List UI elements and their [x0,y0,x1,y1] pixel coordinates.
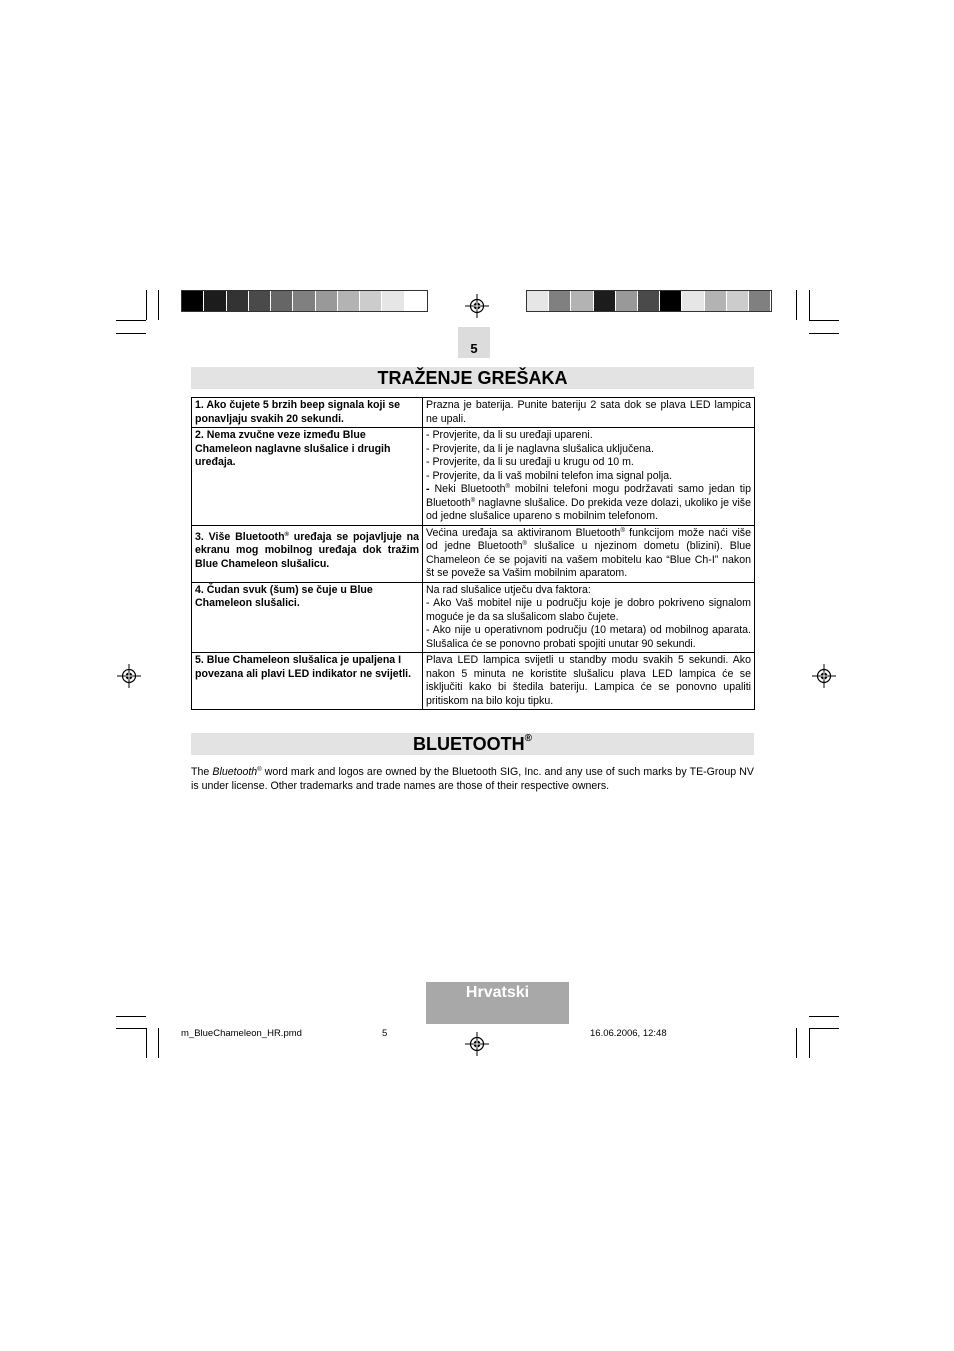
solution-cell: Plava LED lampica svijetli u standby modu svakih 5 sekundi. Ako nakon 5 minuta ne koristite slušalicu plava LED lampica će se isključiti kako bi štedila bateriju. Lampica će se ponovno upaliti pritiskom na bilo koju tipku. [423,653,755,710]
calibration-swatch [682,291,704,311]
footer-page: 5 [382,1028,388,1039]
solution-line: Na rad slušalice utječu dva faktora: [426,583,591,596]
calibration-swatch [405,291,427,311]
solution-line: - Provjerite, da li su uređaji upareni. [426,429,593,441]
crop-mark [146,290,147,320]
table-row [192,525,755,582]
crop-mark [809,320,839,321]
calibration-swatch [293,291,315,311]
calibration-swatch [616,291,638,311]
calibration-strip-right [526,290,772,312]
table-row [192,428,755,526]
calibration-swatch [749,291,771,311]
troubleshooting-table [191,397,755,710]
calibration-swatch [638,291,660,311]
crop-mark [809,1028,810,1058]
calibration-swatch [382,291,404,311]
registration-mark-icon [117,664,141,688]
footer-datetime: 16.06.2006, 12:48 [590,1028,667,1039]
crop-mark [809,333,839,334]
crop-mark [116,320,146,321]
calibration-strip-left [181,290,428,312]
solution-line: - Provjerite, da li je naglavna slušalica uključena. [426,442,654,455]
calibration-swatch [594,291,616,311]
calibration-swatch [338,291,360,311]
crop-mark [796,290,797,320]
crop-mark [809,290,810,320]
registration-mark-icon [465,1032,489,1056]
calibration-swatch [271,291,293,311]
solution-line: - Ako Vaš mobitel nije u području koje je dobro pokriveno signalom moguće je da sa slušalicom slabo čujete. [426,597,751,623]
crop-mark [796,1028,797,1058]
solution-cell: Prazna je baterija. Punite bateriju 2 sata dok se plava LED lampica ne upali. [423,398,755,428]
calibration-swatch [571,291,593,311]
calibration-swatch [316,291,338,311]
section-title-troubleshooting: TRAŽENJE GREŠAKA [191,367,754,389]
solution-line: - Provjerite, da li vaš mobilni telefon ima signal polja. [426,469,673,482]
problem-cell: 5. Blue Chameleon slušalica je upaljena I povezana ali plavi LED indikator ne svijetli. [192,653,423,710]
crop-mark [158,1028,159,1058]
table-row [192,582,755,653]
calibration-swatch [204,291,226,311]
table-row [192,398,755,428]
calibration-swatch [249,291,271,311]
page-number: 5 [458,327,490,358]
calibration-swatch [727,291,749,311]
crop-mark [146,1028,147,1058]
solution-note: - Neki Bluetooth® mobilni telefoni mogu podržavati samo jedan tip Bluetooth® naglavne slušalice. Do prekida veze dolazi, ukoliko je više od jedne slušalice upareno s mobilnim telefonom. [426,483,751,522]
problem-cell: 4. Čudan svuk (šum) se čuje u Blue Chameleon slušalici. [192,582,423,653]
crop-mark [809,1016,839,1017]
calibration-swatch [527,291,549,311]
section-title-bluetooth: BLUETOOTH® [191,733,754,755]
solution-cell [423,428,755,526]
problem-cell: 2. Nema zvučne veze između Blue Chameleon naglavne slušalice i drugih uređaja. [192,428,423,526]
calibration-swatch [549,291,571,311]
calibration-swatch [227,291,249,311]
table-row [192,653,755,710]
solution-cell [423,582,755,653]
crop-mark [158,290,159,320]
solution-cell: Većina uređaja sa aktiviranom Bluetooth® funkcijom može naći više od jedne Bluetooth® slušalice u njezinom dometu (blizini). Blue Chameleon će se pojaviti na vašem mobitelu kao “Blue Ch-I” nakon št se poveže sa Vašim mobilnim aparatom. [423,525,755,582]
calibration-swatch [182,291,204,311]
crop-mark [116,1016,146,1017]
registration-mark-icon [465,294,489,318]
problem-cell: 1. Ako čujete 5 brzih beep signala koji se ponavljaju svakih 20 sekundi. [192,398,423,428]
crop-mark [116,333,146,334]
solution-line: - Ako nije u operativnom području (10 metara) od mobilnog aparata. Slušalica će se ponovno probati spojiti unutar 90 sekundi. [426,624,751,650]
calibration-swatch [360,291,382,311]
language-tab: Hrvatski [426,982,569,1024]
crop-mark [809,1028,839,1029]
footer-filename: m_BlueChameleon_HR.pmd [181,1028,302,1039]
calibration-swatch [660,291,682,311]
solution-line: - Provjerite, da li su uređaji u krugu od 10 m. [426,456,634,468]
crop-mark [116,1028,146,1029]
registration-mark-icon [812,664,836,688]
calibration-swatch [705,291,727,311]
bluetooth-trademark-text: The Bluetooth® word mark and logos are owned by the Bluetooth SIG, Inc. and any use of such marks by TE-Group NV is under license. Other trademarks and trade names are those of their respective owners. [191,766,754,792]
problem-cell: 3. Više Bluetooth® uređaja se pojavljuje na ekranu mog mobilnog uređaja dok tražim Blue Chameleon slušalicu. [192,525,423,582]
